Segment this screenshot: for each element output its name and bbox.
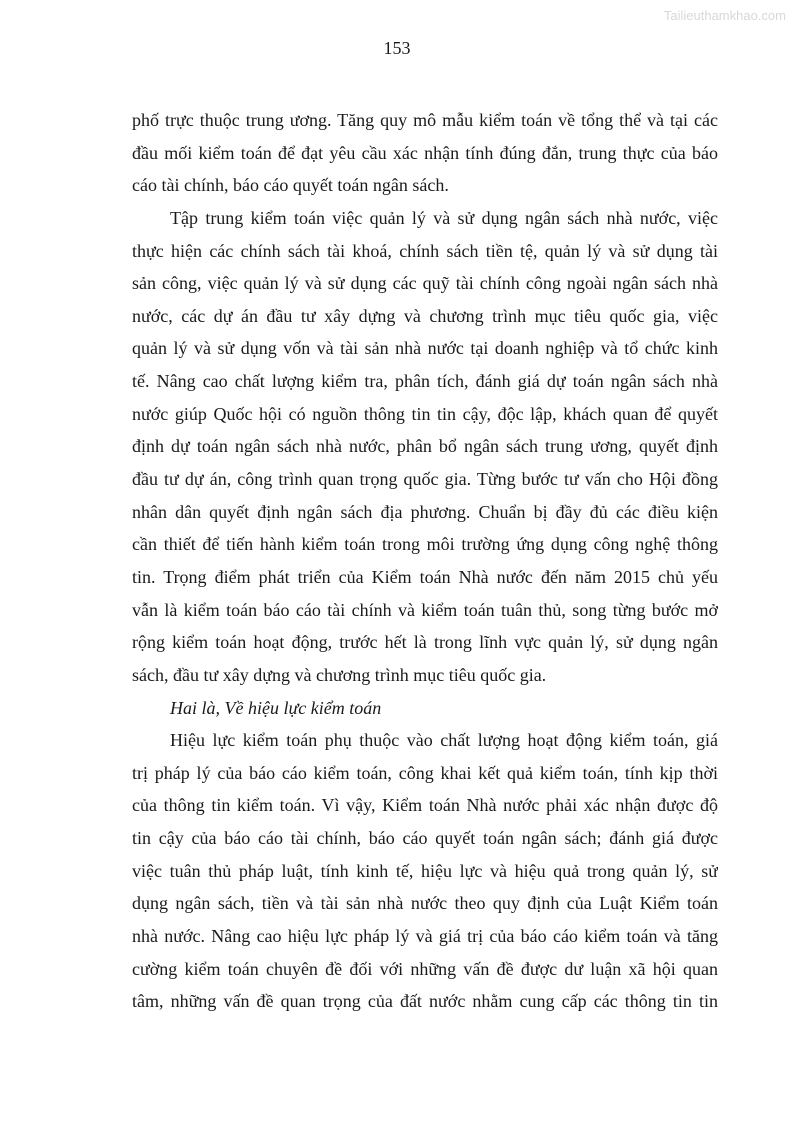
text-line: sản công, việc quản lý và sử dụng các quỹ tài chính công ngoài ngân sách nhà (132, 273, 718, 294)
text-line: việc tuân thủ pháp luật, tính kinh tế, hiệu lực và hiệu quả trong quản lý, sử (132, 860, 718, 881)
text-line: rộng kiểm toán hoạt động, trước hết là trong lĩnh vực quản lý, sử dụng ngân (132, 632, 718, 653)
text-line: đầu tư dự án, công trình quan trọng quốc gia. Từng bước tư vấn cho Hội đồng (132, 469, 718, 490)
text-line: nước giúp Quốc hội có nguồn thông tin tin cậy, độc lập, khách quan để quyết (132, 403, 718, 424)
page-number: 153 (383, 38, 411, 58)
document-body (132, 104, 718, 1018)
text-line: vẫn là kiểm toán báo cáo tài chính và kiểm toán tuân thủ, song từng bước mở (132, 599, 718, 620)
text-line: tin cậy của báo cáo tài chính, báo cáo quyết toán ngân sách; đánh giá được (132, 828, 718, 849)
watermark-text: Tailieuthamkhao.com (663, 8, 786, 23)
section-heading: Hai là, Về hiệu lực kiểm toán (170, 697, 382, 718)
text-line: phố trực thuộc trung ương. Tăng quy mô mẫu kiểm toán về tổng thể và tại các (132, 110, 718, 130)
text-line: nhà nước. Nâng cao hiệu lực pháp lý và giá trị của báo cáo kiểm toán và tăng (132, 926, 718, 947)
text-line: nhân dân quyết định ngân sách địa phương. Chuẩn bị đầy đủ các điều kiện (132, 501, 718, 522)
text-line: của thông tin kiểm toán. Vì vậy, Kiểm toán Nhà nước phải xác nhận được độ (132, 795, 718, 816)
text-line: tin. Trọng điểm phát triển của Kiểm toán Nhà nước đến năm 2015 chủ yếu (132, 566, 718, 587)
text-line: cáo tài chính, báo cáo quyết toán ngân sách. (132, 175, 449, 196)
text-line: thực hiện các chính sách tài khoá, chính sách tiền tệ, quản lý và sử dụng tài (132, 240, 718, 261)
text-line: Tập trung kiểm toán việc quản lý và sử dụng ngân sách nhà nước, việc (170, 207, 718, 228)
text-line: tế. Nâng cao chất lượng kiểm tra, phân tích, đánh giá dự toán ngân sách nhà (132, 371, 718, 392)
text-line: tâm, những vấn đề quan trọng của đất nước nhằm cung cấp các thông tin tin (132, 991, 718, 1012)
text-line: đầu mối kiểm toán để đạt yêu cầu xác nhận tính đúng đắn, trung thực của báo (132, 142, 718, 163)
text-line: cần thiết để tiến hành kiểm toán trong môi trường ứng dụng công nghệ thông (132, 534, 718, 555)
text-line: nước, các dự án đầu tư xây dựng và chương trình mục tiêu quốc gia, việc (132, 305, 718, 326)
text-line: sách, đầu tư xây dựng và chương trình mục tiêu quốc gia. (132, 664, 547, 685)
text-line: trị pháp lý của báo cáo kiểm toán, công khai kết quả kiểm toán, tính kịp thời (132, 762, 718, 783)
text-line: Hiệu lực kiểm toán phụ thuộc vào chất lượng hoạt động kiểm toán, giá (170, 730, 718, 751)
text-line: dụng ngân sách, tiền và tài sản nhà nước theo quy định của Luật Kiểm toán (132, 893, 718, 914)
text-line: định dự toán ngân sách nhà nước, phân bổ ngân sách trung ương, quyết định (132, 436, 718, 457)
text-line: cường kiểm toán chuyên đề đối với những vấn đề được dư luận xã hội quan (132, 958, 718, 979)
text-line: quản lý và sử dụng vốn và tài sản nhà nước tại doanh nghiệp và tổ chức kinh (132, 338, 718, 359)
